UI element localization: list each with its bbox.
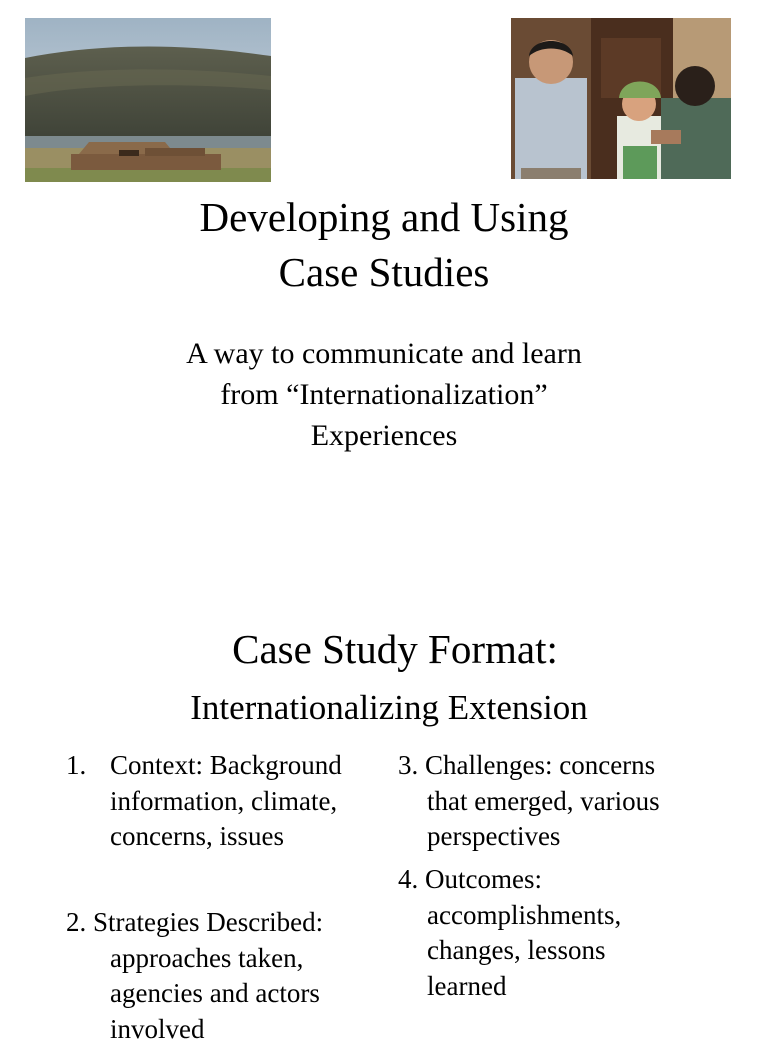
subtitle-line: Experiences xyxy=(0,415,768,456)
item-line: involved xyxy=(110,1012,376,1047)
item-line: learned xyxy=(427,969,728,1005)
format-subtitle xyxy=(0,686,768,730)
item-number: 4. xyxy=(398,864,418,894)
item-line: information, climate, xyxy=(110,784,376,820)
children-photo xyxy=(511,18,731,179)
list-item xyxy=(66,905,376,1047)
format-subtitle-text: Internationalizing Extension xyxy=(190,688,588,727)
format-title xyxy=(0,622,768,677)
landscape-photo xyxy=(25,18,271,182)
subtitle-line: A way to communicate and learn xyxy=(0,333,768,374)
item-line: Outcomes: xyxy=(425,864,542,894)
subtitle-line: from “Internationalization” xyxy=(0,374,768,415)
item-line: approaches taken, xyxy=(110,941,376,977)
item-line: Challenges: concerns xyxy=(425,750,655,780)
item-line: Strategies Described: xyxy=(93,907,323,937)
list-item xyxy=(66,748,376,855)
slide-title xyxy=(0,190,768,300)
title-line: Developing and Using xyxy=(0,190,768,245)
item-number: 2. xyxy=(66,907,86,937)
item-line: Context: Background xyxy=(110,748,376,784)
item-number: 1. xyxy=(66,748,86,784)
item-line: that emerged, various xyxy=(427,784,728,820)
list-item xyxy=(398,748,728,855)
list-item xyxy=(398,862,728,1004)
title-line: Case Studies xyxy=(0,245,768,300)
item-line: changes, lessons xyxy=(427,933,728,969)
item-line: perspectives xyxy=(427,819,728,855)
item-number: 3. xyxy=(398,750,418,780)
item-line: concerns, issues xyxy=(110,819,376,855)
item-line: agencies and actors xyxy=(110,976,376,1012)
item-line: accomplishments, xyxy=(427,898,728,934)
slide-subtitle xyxy=(0,333,768,456)
format-title-text: Case Study Format: xyxy=(232,626,558,672)
